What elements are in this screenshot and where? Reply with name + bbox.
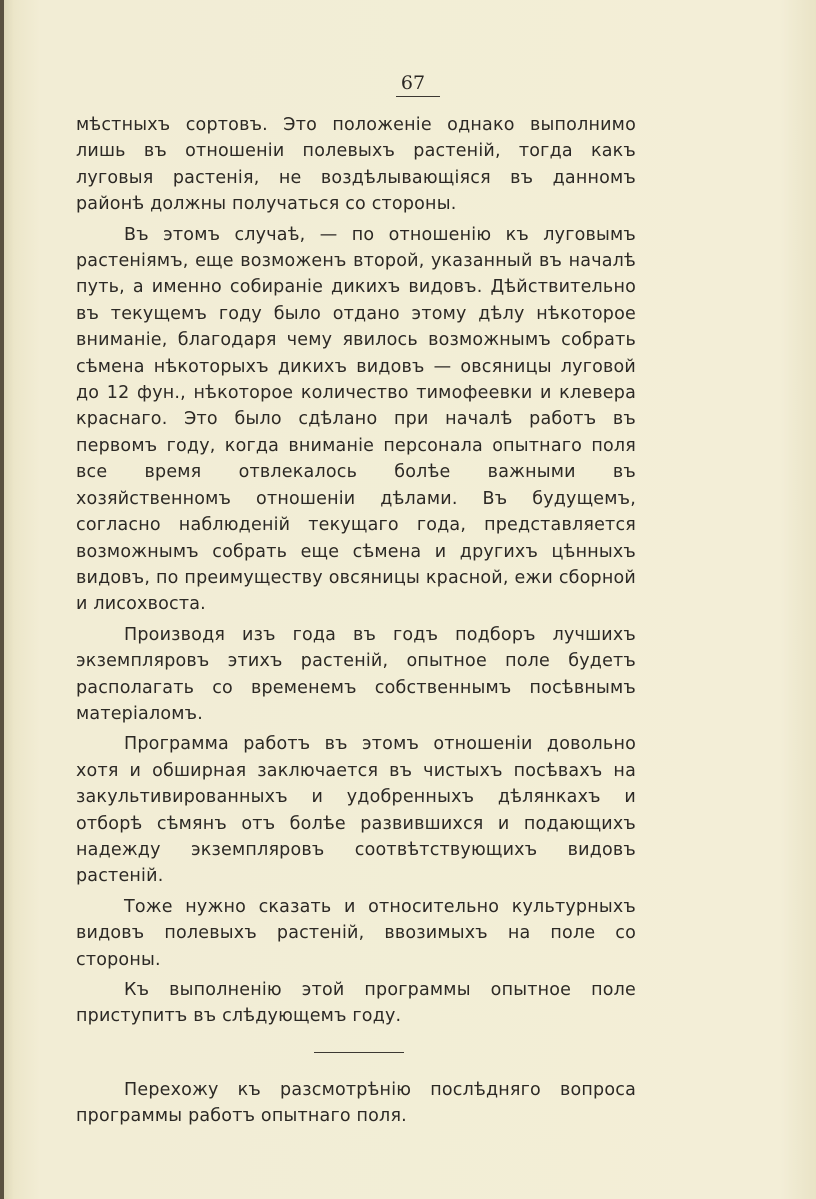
section-divider xyxy=(314,1052,404,1053)
paragraph-selection: Производя изъ года въ годъ подборъ лучшихъ экземпляровъ этихъ растеній, опытное поле будетъ располагать со временемъ собственнымъ посѣвнымъ матеріаломъ. xyxy=(76,624,636,724)
closing-text xyxy=(76,1077,636,1130)
page-binding-edge xyxy=(0,0,4,1199)
paragraph-field-crops: Тоже нужно сказать и относительно культурныхъ видовъ полевыхъ растеній, ввозимыхъ на поле со стороны. xyxy=(76,896,636,970)
paragraph-continuation: мѣстныхъ сортовъ. Это положеніе однако выполнимо лишь въ отношеніи полевыхъ растеній, тогда какъ луговыя растенія, не воздѣлывающіяся въ данномъ районѣ должны получаться со стороны. xyxy=(76,115,636,215)
body-text xyxy=(76,112,636,1034)
page-number-rule xyxy=(396,96,440,97)
paragraph-program: Программа работъ въ этомъ отношеніи довольно хотя и обширная заключается въ чистыхъ посѣвахъ на закультивированныхъ и удобренныхъ дѣлянкахъ и отборѣ сѣмянъ отъ болѣе развившихся и подающихъ надежду экземпляровъ соотвѣтствующихъ видовъ растеній. xyxy=(76,734,636,887)
paragraph-wild-species: Въ этомъ случаѣ, — по отношенію къ луговымъ растеніямъ, еще возможенъ второй, указанный въ началѣ путь, а именно собираніе дикихъ видовъ. Дѣйствительно въ текущемъ году было отдано этому дѣлу нѣкоторое вниманіе, благодаря чему явилось возможнымъ собрать сѣмена нѣкоторыхъ дикихъ видовъ — овсяницы луговой до 12 фун., нѣкоторое количество тимофеевки и клевера краснаго. Это было сдѣлано при началѣ работъ въ первомъ году, когда вниманіе персонала опытнаго поля все время отвлекалось болѣе важными въ хозяйственномъ отношеніи дѣлами. Въ будущемъ, согласно наблюденій текущаго года, представляется возможнымъ собрать еще сѣмена и другихъ цѣнныхъ видовъ, по преимуществу овсяницы красной, ежи сборной и лисохвоста. xyxy=(76,224,636,615)
paragraph-closing: Перехожу къ разсмотрѣнію послѣдняго вопроса программы работъ опытнаго поля. xyxy=(76,1080,636,1127)
paragraph-next-year: Къ выполненію этой программы опытное поле приступитъ въ слѣдующемъ году. xyxy=(76,980,636,1027)
page-number: 67 xyxy=(400,72,426,94)
